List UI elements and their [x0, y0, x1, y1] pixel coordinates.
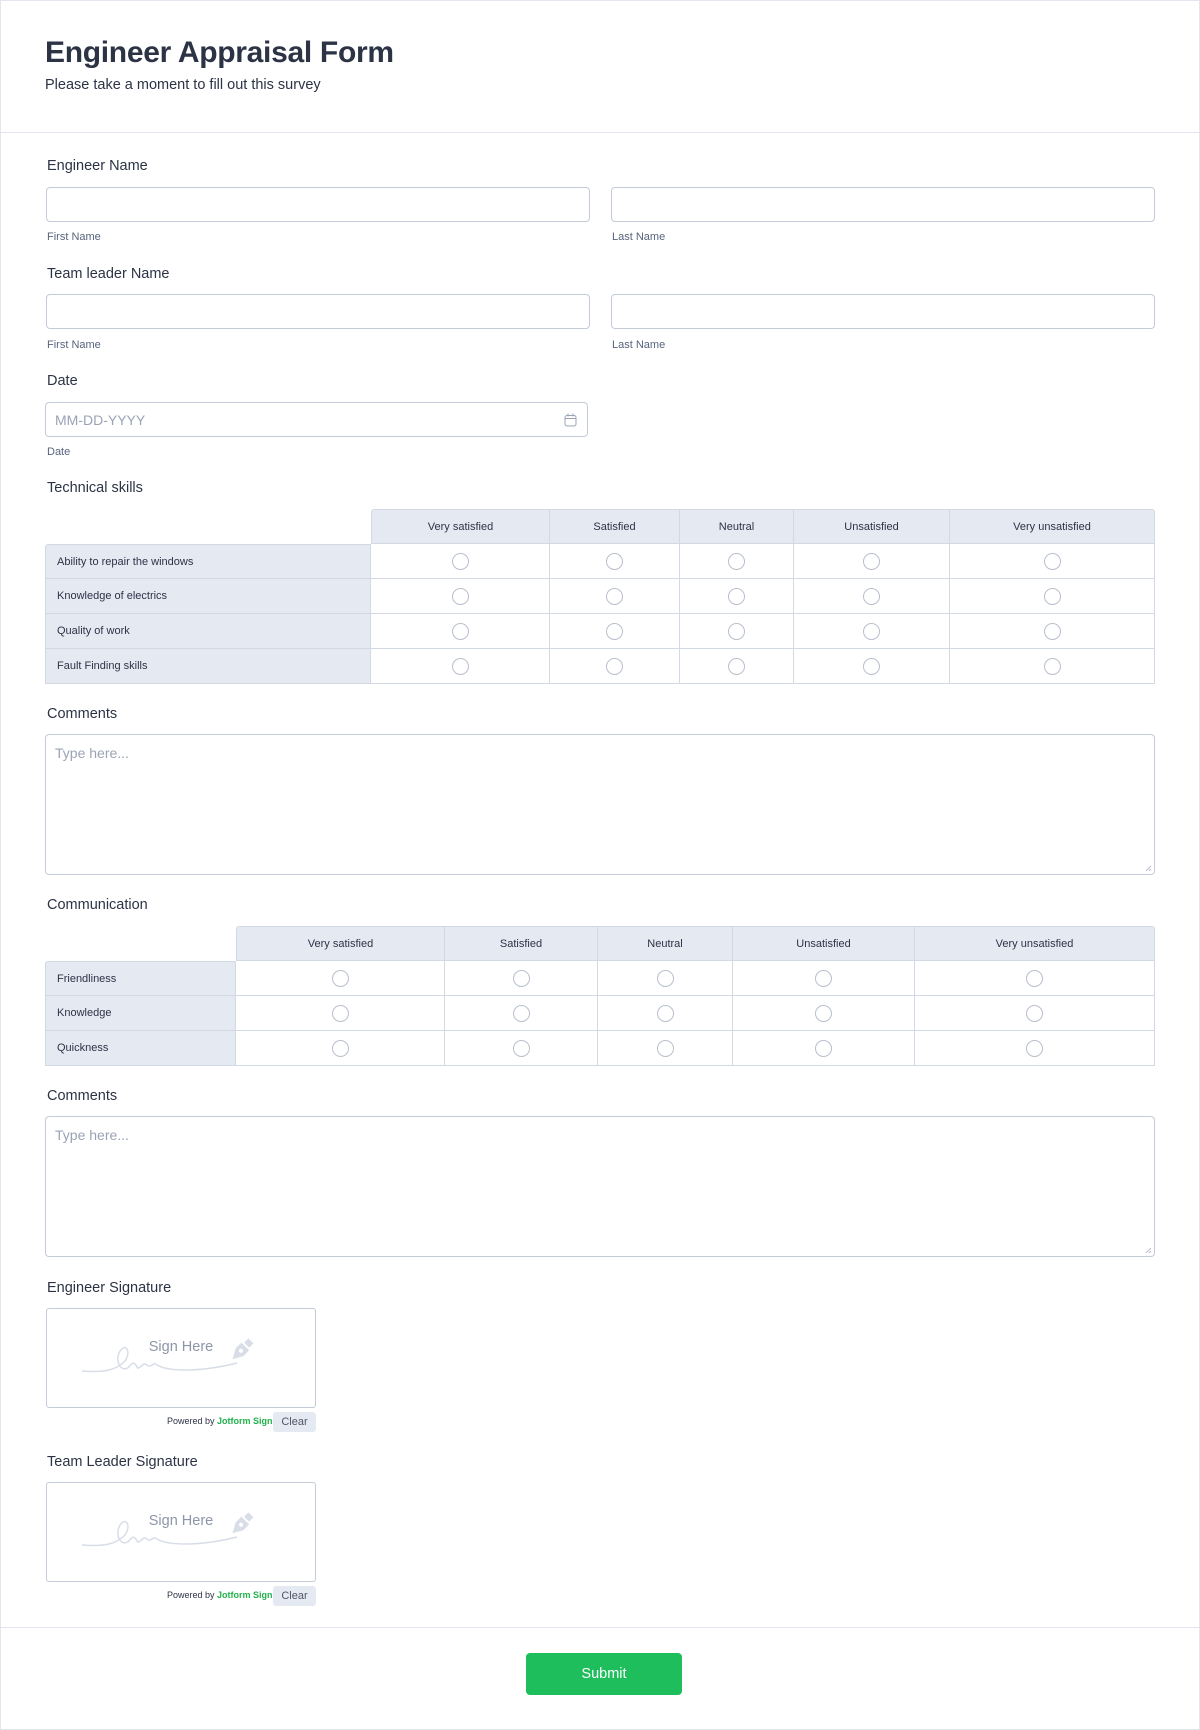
row-label: Quality of work	[45, 614, 371, 649]
radio-button[interactable]	[452, 553, 469, 570]
team-leader-signature-pad[interactable]	[46, 1482, 316, 1582]
radio-button[interactable]	[513, 970, 530, 987]
radio-button[interactable]	[657, 1040, 674, 1057]
radio-button[interactable]	[452, 658, 469, 675]
radio-button[interactable]	[452, 623, 469, 640]
powered-by-text: Powered by Jotform Sign	[167, 1416, 273, 1426]
column-header: Very satisfied	[236, 926, 445, 961]
radio-button[interactable]	[1026, 1040, 1043, 1057]
radio-button[interactable]	[657, 1005, 674, 1022]
team-leader-first-name-sublabel: First Name	[47, 339, 101, 351]
radio-button[interactable]	[863, 553, 880, 570]
radio-button[interactable]	[815, 1005, 832, 1022]
matrix-row	[45, 996, 1155, 1031]
clear-signature-button[interactable]: Clear	[273, 1586, 316, 1606]
column-header: Very unsatisfied	[915, 926, 1155, 961]
column-header: Satisfied	[550, 509, 680, 544]
signature-pen-icon	[77, 1331, 277, 1381]
engineer-first-name-sublabel: First Name	[47, 231, 101, 243]
matrix-row	[45, 579, 1155, 614]
column-header: Neutral	[680, 509, 794, 544]
radio-button[interactable]	[657, 970, 674, 987]
radio-button[interactable]	[606, 588, 623, 605]
engineer-last-name-input[interactable]	[611, 187, 1155, 222]
communication-matrix	[45, 926, 1155, 1066]
matrix-row	[45, 614, 1155, 649]
team-leader-name-label: Team leader Name	[47, 266, 170, 282]
column-header: Neutral	[598, 926, 733, 961]
matrix-row	[45, 649, 1155, 684]
submit-button[interactable]: Submit	[526, 1653, 682, 1695]
radio-button[interactable]	[513, 1005, 530, 1022]
column-header: Very unsatisfied	[950, 509, 1155, 544]
powered-by-text: Powered by Jotform Sign	[167, 1590, 273, 1600]
radio-button[interactable]	[728, 623, 745, 640]
resize-grip-icon[interactable]	[1145, 1247, 1151, 1253]
date-placeholder: MM-DD-YYYY	[55, 412, 146, 428]
date-input[interactable]	[45, 402, 588, 437]
team-leader-last-name-input[interactable]	[611, 294, 1155, 329]
radio-button[interactable]	[728, 658, 745, 675]
sign-here-text: Sign Here	[148, 1339, 214, 1355]
row-label: Ability to repair the windows	[45, 544, 371, 579]
signature-pen-icon	[77, 1505, 277, 1555]
comments-textarea[interactable]	[45, 734, 1155, 875]
form-subtitle: Please take a moment to fill out this survey	[45, 77, 321, 93]
matrix-row	[45, 961, 1155, 996]
calendar-icon[interactable]	[564, 413, 577, 427]
engineer-last-name-sublabel: Last Name	[612, 231, 666, 243]
form-title: Engineer Appraisal Form	[45, 36, 394, 69]
engineer-name-label: Engineer Name	[47, 158, 148, 174]
engineer-signature-pad[interactable]	[46, 1308, 316, 1408]
radio-button[interactable]	[1044, 623, 1061, 640]
clear-signature-button[interactable]: Clear	[273, 1412, 316, 1432]
communication-label: Communication	[47, 897, 148, 913]
row-label: Knowledge	[45, 996, 236, 1031]
row-label: Fault Finding skills	[45, 649, 371, 684]
radio-button[interactable]	[332, 1040, 349, 1057]
team-leader-signature-label: Team Leader Signature	[47, 1454, 198, 1470]
engineer-first-name-input[interactable]	[46, 187, 590, 222]
radio-button[interactable]	[332, 970, 349, 987]
comments-2-placeholder: Type here...	[55, 1127, 129, 1143]
comments-placeholder: Type here...	[55, 745, 129, 761]
comments-label: Comments	[47, 706, 118, 722]
date-label: Date	[47, 373, 78, 389]
radio-button[interactable]	[1044, 553, 1061, 570]
radio-button[interactable]	[815, 970, 832, 987]
radio-button[interactable]	[1044, 588, 1061, 605]
jotform-sign-brand: Jotform Sign	[217, 1590, 273, 1600]
technical-skills-matrix	[45, 509, 1155, 684]
footer-divider	[0, 1627, 1200, 1628]
matrix-row	[45, 1031, 1155, 1066]
team-leader-last-name-sublabel: Last Name	[612, 339, 666, 351]
sign-here-text: Sign Here	[148, 1513, 214, 1529]
radio-button[interactable]	[1044, 658, 1061, 675]
radio-button[interactable]	[815, 1040, 832, 1057]
comments-2-textarea[interactable]	[45, 1116, 1155, 1257]
technical-skills-label: Technical skills	[47, 480, 143, 496]
team-leader-first-name-input[interactable]	[46, 294, 590, 329]
radio-button[interactable]	[1026, 1005, 1043, 1022]
row-label: Knowledge of electrics	[45, 579, 371, 614]
column-header: Very satisfied	[371, 509, 550, 544]
column-header: Unsatisfied	[733, 926, 915, 961]
matrix-row	[45, 544, 1155, 579]
row-label: Quickness	[45, 1031, 236, 1066]
jotform-sign-brand: Jotform Sign	[217, 1416, 273, 1426]
column-header: Unsatisfied	[794, 509, 950, 544]
radio-button[interactable]	[863, 623, 880, 640]
row-label: Friendliness	[45, 961, 236, 996]
radio-button[interactable]	[606, 553, 623, 570]
radio-button[interactable]	[863, 658, 880, 675]
engineer-signature-label: Engineer Signature	[47, 1280, 172, 1296]
radio-button[interactable]	[332, 1005, 349, 1022]
date-sublabel: Date	[47, 446, 71, 458]
radio-button[interactable]	[728, 588, 745, 605]
radio-button[interactable]	[513, 1040, 530, 1057]
resize-grip-icon[interactable]	[1145, 865, 1151, 871]
radio-button[interactable]	[606, 658, 623, 675]
column-header: Satisfied	[445, 926, 598, 961]
comments-2-label: Comments	[47, 1088, 118, 1104]
radio-button[interactable]	[452, 588, 469, 605]
radio-button[interactable]	[1026, 970, 1043, 987]
radio-button[interactable]	[606, 623, 623, 640]
header-divider	[0, 132, 1200, 133]
radio-button[interactable]	[728, 553, 745, 570]
radio-button[interactable]	[863, 588, 880, 605]
